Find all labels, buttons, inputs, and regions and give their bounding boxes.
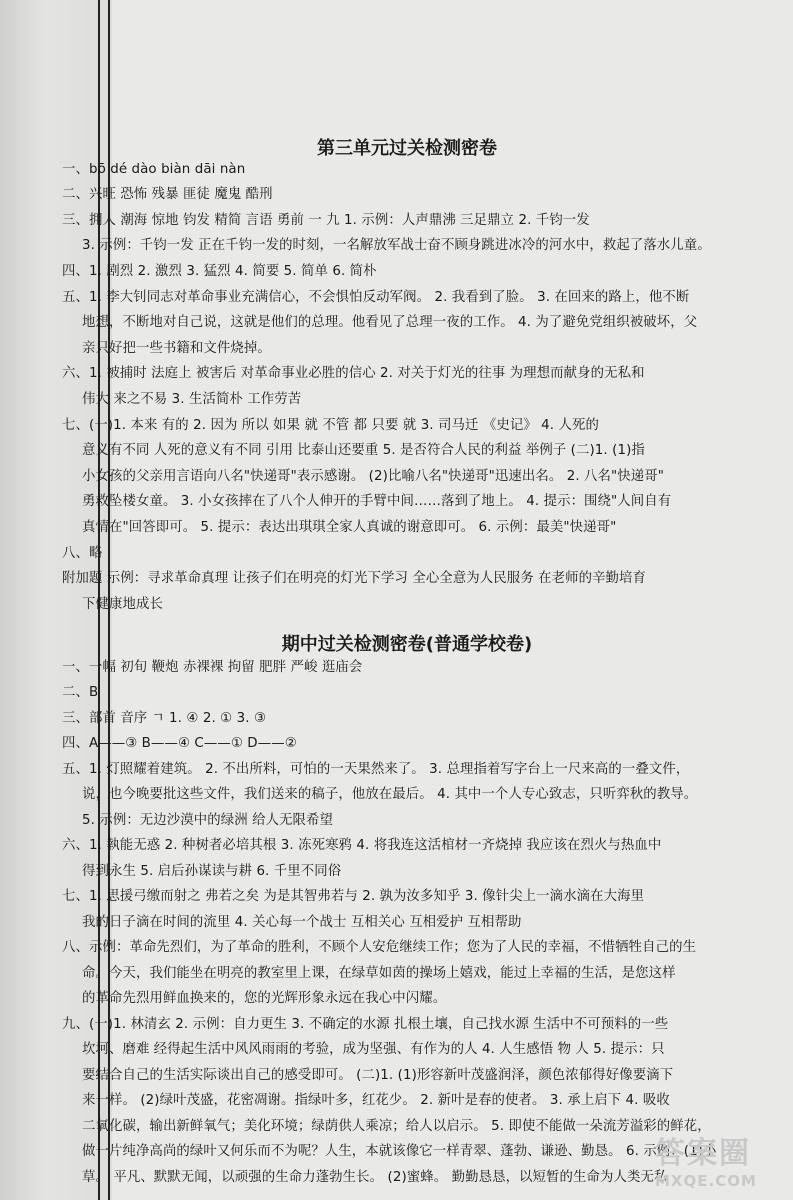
answer-line: 得到永生 5. 启后孙谋读与耕 6. 千里不同俗 [82,864,342,879]
answer-line: 意义有不同 人死的意义有不同 引用 比泰山还要重 5. 是否符合人民的利益 举例子 (二)1. (1)指 [82,443,645,458]
answer-line: 下健康地成长 [82,597,163,612]
answer-line: 二、B [62,685,99,700]
answer-line: 四、A——③ B——④ C——① D——② [62,736,297,751]
answer-line: 3. 示例：千钧一发 正在千钧一发的时刻，一名解放军战士奋不顾身跳进冰冷的河水中，救起了落水儿童。 [82,238,711,253]
answer-line: 二、兴旺 恐怖 残暴 匪徒 魔鬼 酷刑 [62,187,273,202]
watermark-text: 答案圈 [655,1136,751,1171]
answer-line: 小女孩的父亲用言语向八名"快递哥"表示感谢。 (2)比喻八名"快递哥"迅速出名。 2. 八名"快递哥" [82,469,665,484]
answer-line: 七、1. 思援弓缴而射之 弗若之矣 为是其智弗若与 2. 孰为汝多知乎 3. 像针尖上一滴水滴在大海里 [62,889,645,904]
answer-line: 三、拥人 潮海 惊地 钧发 精简 言语 勇前 一 九 1. 示例：人声鼎沸 三足鼎立 2. 千钧一发 [62,213,590,228]
answer-line: 五、1. 灯照耀着建筑。 2. 不出所料，可怕的一天果然来了。 3. 总理指着写字台上一尺来高的一叠文件， [62,762,690,777]
answer-line: 亲只好把一些书籍和文件烧掉。 [82,341,271,356]
answer-line: 七、(一)1. 本来 有的 2. 因为 所以 如果 就 不管 都 只要 就 3. 司马迁 《史记》 4. 人死的 [62,418,599,433]
section-title-midterm: 期中过关检测密卷(普通学校卷) [281,634,533,655]
answer-line: 5. 示例：无边沙漠中的绿洲 给人无限希望 [82,813,334,828]
answer-line: 我的日子滴在时间的流里 4. 关心每一个战士 互相关心 互相爱护 互相帮助 [82,915,522,930]
answer-line: 三、部首 音序 ㄱ 1. ④ 2. ① 3. ③ [62,711,267,726]
answer-line: 五、1. 李大钊同志对革命事业充满信心，不会惧怕反动军阀。 2. 我看到了脸。 3. 在回来的路上，他不断 [62,290,690,305]
watermark-logo [655,1128,775,1190]
answer-line: 伟大 来之不易 3. 生活简朴 工作劳苦 [82,392,302,407]
answer-line: 一、bō dé dào biàn dāi nàn [62,162,246,177]
answer-line: 的革命先烈用鲜血换来的，您的光辉形象永远在我心中闪耀。 [82,991,447,1006]
answer-line: 勇救坠楼女童。 3. 小女孩摔在了八个人伸开的手臂中间……落到了地上。 4. 提示：围绕"人间自有 [82,494,672,509]
answer-line: 四、1. 剧烈 2. 激烈 3. 猛烈 4. 简要 5. 简单 6. 简朴 [62,264,377,279]
answer-line: 要结合自己的生活实际谈出自己的感受即可。 (二)1. (1)形容新叶茂盛润泽，颜色浓郁得好像要滴下 [82,1068,674,1083]
answer-line: 地想，不断地对自己说，这就是他们的总理。他看见了总理一夜的工作。 4. 为了避免党组织被破坏，父 [82,315,698,330]
answer-line: 九、(一)1. 林清玄 2. 示例：自力更生 3. 不确定的水源 扎根土壤，自己找水源 生活中不可预料的一些 [62,1017,669,1032]
answer-line: 一、一幅 初旬 鞭炮 赤裸裸 拘留 肥胖 严峻 逛庙会 [62,660,363,675]
answer-line: 八、示例：革命先烈们，为了革命的胜利，不顾个人安危继续工作；您为了人民的幸福，不惜牺牲自己的生 [62,940,697,955]
answer-line: 六、1. 被捕时 法庭上 被害后 对革命事业必胜的信心 2. 对关于灯光的往事 为理想而献身的无私和 [62,366,645,381]
answer-line: 附加题 示例：寻求革命真理 让孩子们在明亮的灯光下学习 全心全意为人民服务 在老师的辛勤培育 [62,571,647,586]
answer-line: 坎坷、磨难 经得起生活中风风雨雨的考验，成为坚强、有作为的人 4. 人生感悟 物 人 5. 提示：只 [82,1042,665,1057]
answer-line: 六、1. 執能无惑 2. 种树者必培其根 3. 冻死寒鸦 4. 将我连这活棺材一齐烧掉 我应该在烈火与热血中 [62,838,662,853]
answer-line: 来一样。 (2)绿叶茂盛，花密凋谢。指绿叶多，红花少。 2. 新叶是春的使者。 3. 承上启下 4. 吸收 [82,1093,670,1108]
answer-line: 真情在"回答即可。 5. 提示：表达出琪琪全家人真诚的谢意即可。 6. 示例：最美"快递哥" [82,520,617,535]
answer-line: 命。今天，我们能坐在明亮的教室里上课，在绿草如茵的操场上嬉戏，能过上幸福的生活，是您这样 [82,966,676,981]
answer-line: 二氧化碳，输出新鲜氧气；美化环境；绿荫供人乘凉；给人以启示。 5. 即使不能做一朵流芳溢彩的鲜花， [82,1119,711,1134]
section-title-unit3: 第三单元过关检测密卷 [317,138,497,159]
answer-line: 做一片纯净高尚的绿叶又何乐而不为呢？人生，本就该像它一样青翠、蓬勃、谦逊、勤恳。 6. 示例：(1)小 [82,1144,717,1159]
answer-line: 说，也今晚要批这些文件，我们送来的稿子，他放在最后。 4. 其中一个人专心致志，只听弈秋的教导。 [82,787,698,802]
answer-line: 八、略 [62,546,103,561]
answer-line: 草。 平凡、默默无闻，以顽强的生命力蓬勃生长。 (2)蜜蜂。 勤勤恳恳，以短暂的生命为人类无私 [82,1170,668,1185]
watermark-url: MXQE.COM [655,1172,757,1190]
